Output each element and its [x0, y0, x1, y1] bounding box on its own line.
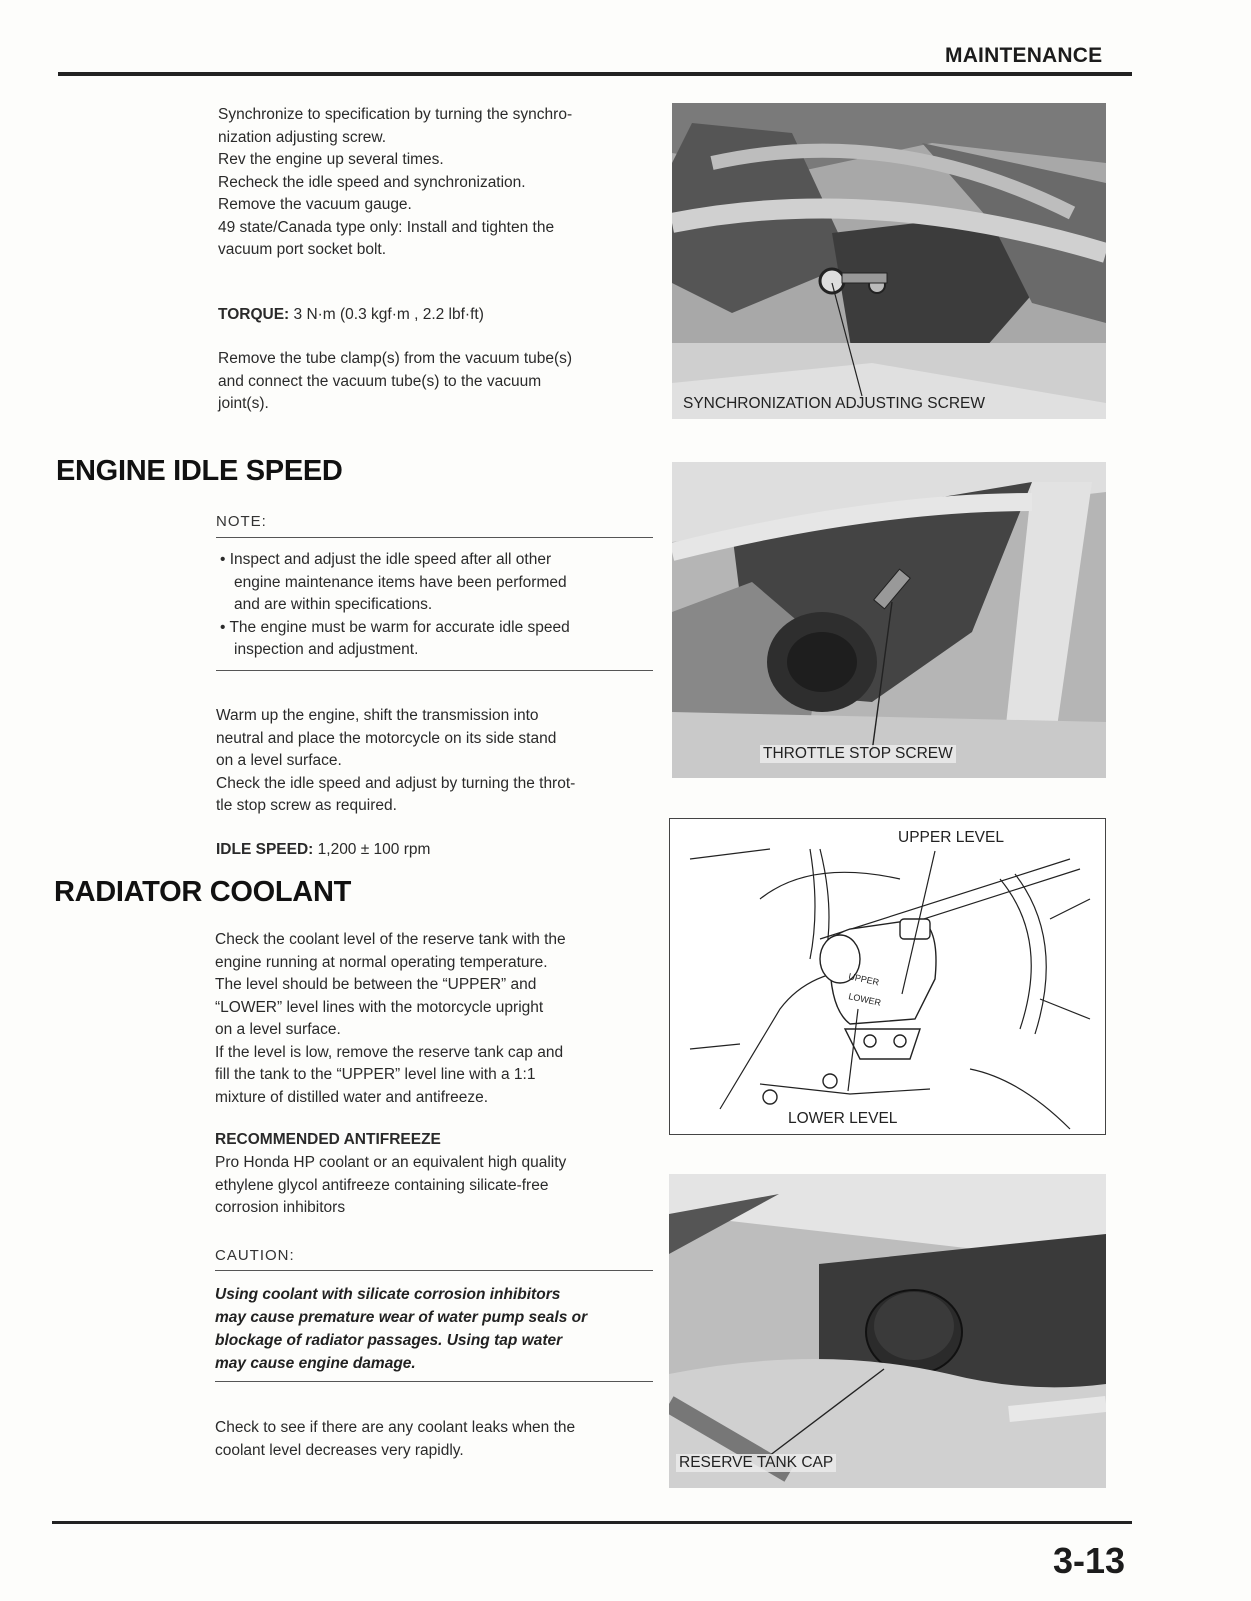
idle-speed-spec	[216, 839, 653, 862]
text-line: coolant level decreases very rapidly.	[215, 1441, 464, 1459]
sync-instructions	[218, 104, 654, 262]
text-line: Check to see if there are any coolant leaks when the	[215, 1419, 576, 1436]
throttle-stop-screw-photo	[672, 462, 1106, 778]
text-line: “LOWER” level lines with the motorcycle upright	[215, 998, 544, 1016]
lower-mark: LOWER	[847, 991, 882, 1008]
text-line: mixture of distilled water and antifreeze.	[215, 1088, 489, 1106]
sync-screw-callout: SYNCHRONIZATION ADJUSTING SCREW	[683, 395, 985, 412]
caution-text	[215, 1283, 653, 1375]
footer-rule	[52, 1521, 1132, 1524]
note-line: • The engine must be warm for accurate idle speed	[220, 618, 570, 636]
text-line: Rev the engine up several times.	[218, 151, 444, 168]
idle-instructions	[216, 705, 653, 818]
caution-label: CAUTION:	[215, 1247, 295, 1264]
text-line: tle stop screw as required.	[216, 797, 397, 814]
note-label: NOTE:	[216, 513, 267, 530]
coolant-leak-check	[215, 1417, 653, 1462]
text-line: joint(s).	[218, 395, 269, 412]
text-line: nization adjusting screw.	[218, 128, 387, 146]
text-line: on a level surface.	[215, 1021, 341, 1038]
lower-level-label: LOWER LEVEL	[788, 1110, 898, 1127]
text-line: Synchronize to specification by turning the synchro-	[218, 106, 573, 123]
text-line: fill the tank to the “UPPER” level line with a 1:1	[215, 1066, 536, 1083]
torque-spec	[218, 304, 654, 327]
text-line: and connect the vacuum tube(s) to the vacuum	[218, 372, 542, 390]
throttle-stop-screw-callout: THROTTLE STOP SCREW	[760, 745, 956, 763]
radiator-coolant-heading: RADIATOR COOLANT	[54, 876, 351, 908]
reserve-tank-cap-callout: RESERVE TANK CAP	[676, 1454, 836, 1472]
caution-line: may cause premature wear of water pump seals or	[215, 1309, 588, 1326]
text-line: Remove the tube clamp(s) from the vacuum tube(s)	[218, 350, 573, 367]
vacuum-tube-instructions	[218, 348, 654, 416]
section-title: MAINTENANCE	[945, 44, 1103, 67]
caution-line: may cause engine damage.	[215, 1355, 416, 1372]
upper-level-label: UPPER LEVEL	[898, 829, 1004, 846]
note-line: and are within specifications.	[234, 596, 433, 613]
note-bullets	[220, 549, 654, 662]
caution-line: Using coolant with silicate corrosion inhibitors	[215, 1286, 561, 1303]
reserve-tank-level-diagram	[669, 818, 1106, 1135]
caution-line: blockage of radiator passages. Using tap water	[215, 1332, 563, 1349]
note-line: engine maintenance items have been performed	[234, 573, 567, 591]
header-rule	[58, 72, 1132, 76]
caution-bottom-rule	[215, 1381, 653, 1382]
coolant-instructions	[215, 929, 653, 1109]
caution-top-rule	[215, 1270, 653, 1271]
text-line: If the level is low, remove the reserve tank cap and	[215, 1043, 564, 1061]
antifreeze-description	[215, 1152, 653, 1220]
text-line: 49 state/Canada type only: Install and tighten the	[218, 218, 555, 236]
note-line: • Inspect and adjust the idle speed after all other	[220, 551, 552, 568]
text-line: ethylene glycol antifreeze containing silicate-free	[215, 1176, 549, 1194]
upper-mark: UPPER	[847, 971, 881, 988]
text-line: Check the idle speed and adjust by turning the throt-	[216, 774, 576, 792]
text-line: Warm up the engine, shift the transmission into	[216, 707, 539, 724]
note-line: inspection and adjustment.	[234, 641, 419, 658]
text-line: vacuum port socket bolt.	[218, 241, 386, 258]
text-line: engine running at normal operating temperature.	[215, 953, 548, 971]
text-line: corrosion inhibitors	[215, 1199, 346, 1216]
torque-value: 3 N·m (0.3 kgf·m , 2.2 lbf·ft)	[293, 306, 484, 323]
sync-screw-photo	[672, 103, 1106, 419]
torque-label: TORQUE:	[218, 306, 290, 323]
text-line: on a level surface.	[216, 752, 342, 769]
text-line: Check the coolant level of the reserve tank with the	[215, 931, 566, 948]
page-number: 3-13	[1053, 1540, 1126, 1581]
engine-idle-speed-heading: ENGINE IDLE SPEED	[56, 455, 343, 487]
text-line: Pro Honda HP coolant or an equivalent high quality	[215, 1154, 567, 1171]
idle-speed-label: IDLE SPEED:	[216, 841, 314, 858]
text-line: Recheck the idle speed and synchronization.	[218, 173, 526, 191]
note-top-rule	[216, 537, 653, 538]
text-line: Remove the vacuum gauge.	[218, 196, 412, 213]
reserve-tank-cap-photo	[669, 1174, 1106, 1488]
antifreeze-heading: RECOMMENDED ANTIFREEZE	[215, 1131, 441, 1148]
text-line: neutral and place the motorcycle on its side stand	[216, 729, 557, 747]
text-line: The level should be between the “UPPER” and	[215, 976, 537, 993]
idle-speed-value: 1,200 ± 100 rpm	[317, 841, 431, 858]
note-bottom-rule	[216, 670, 653, 671]
